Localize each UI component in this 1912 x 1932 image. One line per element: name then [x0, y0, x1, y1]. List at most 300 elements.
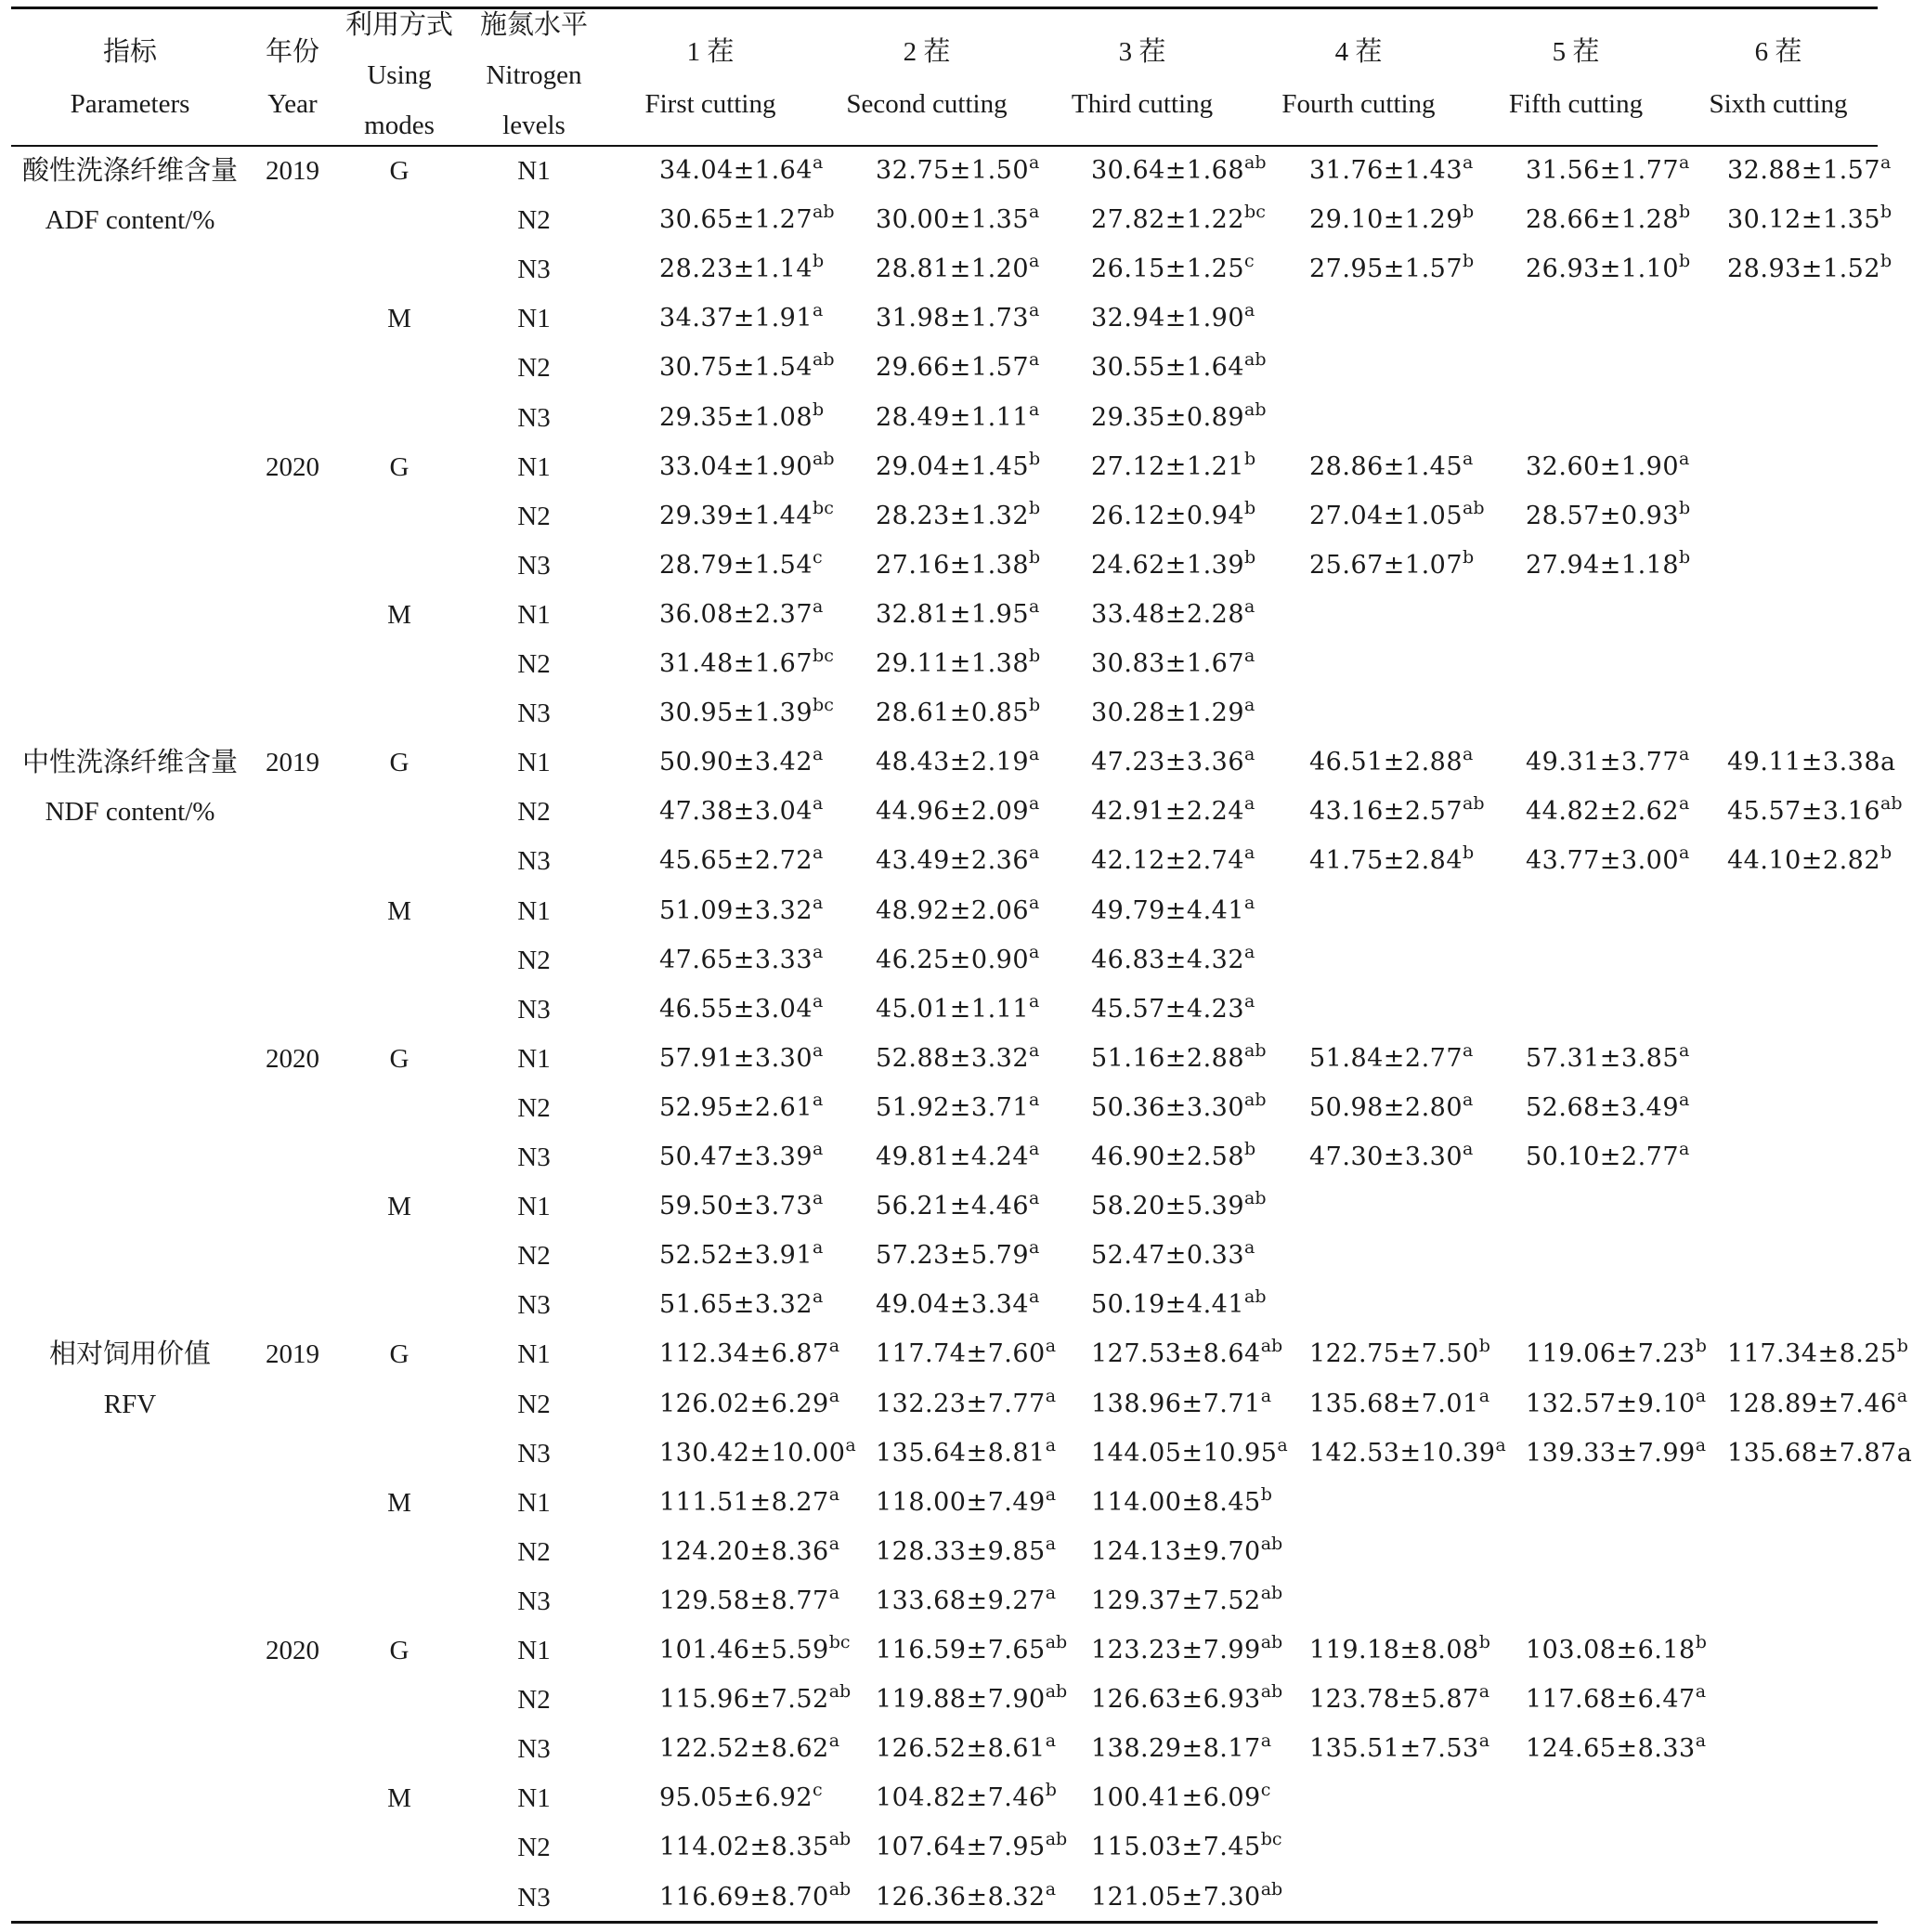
- value-cell: [876, 842, 1039, 880]
- value-cell: [1091, 991, 1255, 1028]
- mean-sd: 28.57±0.93: [1526, 501, 1680, 530]
- mean-sd: 27.94±1.18: [1526, 550, 1680, 580]
- value-cell: [1526, 1336, 1707, 1373]
- header-parameters: [5, 26, 255, 130]
- value-cell: [659, 942, 823, 979]
- nitrogen-level-cell: N1: [517, 1487, 551, 1518]
- significance-letter: a: [813, 990, 824, 1012]
- significance-letter: b: [1679, 497, 1691, 518]
- value-cell: [659, 1040, 823, 1077]
- significance-letter: a: [1244, 990, 1255, 1012]
- mean-sd: 50.19±4.41: [1091, 1290, 1245, 1320]
- mean-sd: 42.12±2.74: [1091, 846, 1245, 876]
- nitrogen-level-cell: N1: [517, 1192, 551, 1222]
- mean-sd: 51.92±3.71: [876, 1092, 1030, 1122]
- mean-sd: 43.16±2.57: [1309, 797, 1463, 827]
- significance-letter: b: [1029, 646, 1041, 666]
- significance-letter: ab: [1463, 497, 1485, 518]
- value-cell: [1091, 596, 1255, 633]
- mean-sd: 57.23±5.79: [876, 1241, 1030, 1271]
- header-cut2: [815, 26, 1038, 130]
- significance-letter: bc: [1244, 202, 1266, 223]
- significance-letter: a: [1260, 1730, 1272, 1752]
- using-mode-cell: G: [389, 1636, 410, 1665]
- significance-letter: a: [1478, 1730, 1490, 1752]
- value-cell: [1091, 893, 1255, 930]
- mean-sd: 27.16±1.38: [876, 550, 1030, 580]
- table-top-rule: [11, 7, 1878, 9]
- header-line: levels: [502, 111, 566, 140]
- significance-letter: b: [1478, 1632, 1490, 1652]
- mean-sd: 43.49±2.36: [876, 846, 1030, 876]
- value-cell: [876, 1040, 1039, 1077]
- significance-letter: a: [1679, 842, 1690, 864]
- significance-letter: a: [1244, 793, 1255, 815]
- mean-sd: 123.78±5.87: [1309, 1685, 1479, 1715]
- significance-letter: b: [1896, 1336, 1908, 1357]
- significance-letter: a: [828, 1730, 840, 1752]
- nitrogen-level-cell: N3: [517, 1882, 551, 1912]
- significance-letter: ab: [1045, 1681, 1068, 1703]
- nitrogen-level-cell: N2: [517, 945, 551, 975]
- value-cell: [1091, 349, 1267, 386]
- value-cell: [876, 399, 1039, 437]
- value-cell: [1526, 1090, 1689, 1127]
- mean-sd: 49.31±3.77: [1526, 748, 1680, 777]
- mean-sd: 104.82±7.46: [876, 1783, 1046, 1813]
- using-mode-cell: M: [387, 1783, 411, 1814]
- mean-sd: 28.23±1.14: [659, 255, 813, 284]
- mean-sd: 124.20±8.36: [659, 1536, 829, 1566]
- nitrogen-level-cell: N3: [517, 402, 551, 433]
- significance-letter: ab: [1244, 398, 1267, 420]
- value-cell: [1091, 1188, 1267, 1225]
- significance-letter: bc: [828, 1632, 851, 1652]
- mean-sd: 42.91±2.24: [1091, 797, 1245, 827]
- value-cell: [659, 646, 834, 683]
- value-cell: [659, 1139, 823, 1176]
- significance-letter: ab: [1260, 1681, 1283, 1703]
- using-mode-cell: G: [389, 1043, 410, 1074]
- value-cell: [659, 991, 823, 1028]
- nitrogen-level-cell: N1: [517, 1783, 551, 1814]
- value-cell: [876, 300, 1039, 337]
- significance-letter: a: [1695, 1681, 1707, 1703]
- mean-sd: 49.11±3.38a: [1727, 748, 1896, 777]
- nitrogen-level-cell: N1: [517, 1043, 551, 1074]
- mean-sd: 28.23±1.32: [876, 501, 1030, 530]
- value-cell: [1526, 449, 1689, 486]
- mean-sd: 34.37±1.91: [659, 304, 813, 333]
- value-cell: [1091, 251, 1255, 288]
- mean-sd: 127.53±8.64: [1091, 1339, 1261, 1369]
- value-cell: [1309, 1435, 1506, 1472]
- significance-letter: a: [1029, 1188, 1040, 1209]
- mean-sd: 26.12±0.94: [1091, 501, 1245, 530]
- significance-letter: a: [1029, 1286, 1040, 1308]
- parameter-label: ADF content/%: [45, 205, 215, 236]
- significance-letter: a: [1045, 1533, 1057, 1554]
- nitrogen-level-cell: N3: [517, 1586, 551, 1616]
- significance-letter: a: [1244, 646, 1255, 666]
- value-cell: [659, 1780, 823, 1817]
- value-cell: [876, 547, 1040, 584]
- nitrogen-level-cell: N1: [517, 451, 551, 482]
- nitrogen-level-cell: N1: [517, 304, 551, 334]
- value-cell: [659, 202, 835, 239]
- value-cell: [1091, 152, 1267, 189]
- mean-sd: 130.42±10.00: [659, 1438, 846, 1468]
- significance-letter: a: [1244, 842, 1255, 864]
- significance-letter: a: [813, 793, 824, 815]
- significance-letter: a: [1029, 793, 1040, 815]
- value-cell: [1727, 1336, 1908, 1373]
- header-line: 利用方式: [345, 10, 453, 40]
- significance-letter: a: [1029, 251, 1040, 272]
- significance-letter: b: [1029, 448, 1041, 469]
- header-line: Fourth cutting: [1281, 89, 1436, 119]
- mean-sd: 43.77±3.00: [1526, 846, 1680, 876]
- significance-letter: b: [1478, 1336, 1490, 1357]
- mean-sd: 52.88±3.32: [876, 1043, 1030, 1073]
- mean-sd: 114.02±8.35: [659, 1833, 829, 1862]
- nitrogen-level-cell: N2: [517, 797, 551, 828]
- value-cell: [659, 744, 823, 781]
- value-cell: [876, 1139, 1039, 1176]
- mean-sd: 30.95±1.39: [659, 698, 813, 728]
- significance-letter: a: [1495, 1434, 1506, 1456]
- year-cell: 2020: [266, 1043, 319, 1074]
- significance-letter: a: [813, 1139, 824, 1159]
- value-cell: [659, 1534, 839, 1571]
- significance-letter: a: [1029, 1237, 1040, 1259]
- value-cell: [659, 793, 823, 830]
- significance-letter: a: [1029, 1139, 1040, 1159]
- value-cell: [659, 399, 824, 437]
- value-cell: [1526, 1730, 1706, 1768]
- mean-sd: 32.81±1.95: [876, 599, 1030, 629]
- significance-letter: a: [813, 300, 824, 321]
- mean-sd: 28.81±1.20: [876, 255, 1030, 284]
- value-cell: [876, 1632, 1067, 1669]
- significance-letter: a: [813, 152, 824, 173]
- significance-letter: a: [1029, 349, 1040, 371]
- header-cut6: [1676, 26, 1880, 130]
- mean-sd: 56.21±4.46: [876, 1192, 1030, 1221]
- significance-letter: b: [1244, 448, 1256, 469]
- mean-sd: 27.82±1.22: [1091, 205, 1245, 235]
- value-cell: [1091, 1286, 1267, 1324]
- value-cell: [659, 695, 834, 732]
- significance-letter: a: [1896, 1385, 1908, 1406]
- mean-sd: 30.83±1.67: [1091, 649, 1245, 678]
- mean-sd: 129.58±8.77: [659, 1586, 829, 1615]
- value-cell: [876, 349, 1039, 386]
- significance-letter: a: [1029, 152, 1040, 173]
- value-cell: [1309, 793, 1485, 830]
- mean-sd: 46.51±2.88: [1309, 748, 1463, 777]
- value-cell: [876, 1534, 1056, 1571]
- mean-sd: 52.52±3.91: [659, 1241, 813, 1271]
- mean-sd: 30.55±1.64: [1091, 353, 1245, 383]
- value-cell: [1091, 695, 1255, 732]
- value-cell: [1526, 1681, 1706, 1718]
- nitrogen-level-cell: N2: [517, 205, 551, 236]
- mean-sd: 32.60±1.90: [1526, 451, 1680, 481]
- mean-sd: 45.01±1.11: [876, 994, 1030, 1024]
- using-mode-cell: G: [389, 1339, 410, 1370]
- mean-sd: 52.68±3.49: [1526, 1092, 1680, 1122]
- significance-letter: a: [1029, 202, 1040, 223]
- significance-letter: ab: [1260, 1336, 1283, 1357]
- mean-sd: 126.36±8.32: [876, 1882, 1046, 1912]
- mean-sd: 116.69±8.70: [659, 1882, 829, 1912]
- mean-sd: 30.75±1.54: [659, 353, 813, 383]
- significance-letter: a: [828, 1336, 840, 1357]
- significance-letter: bc: [813, 497, 834, 518]
- value-cell: [876, 893, 1039, 930]
- value-cell: [876, 1829, 1067, 1866]
- significance-letter: a: [813, 941, 824, 962]
- significance-letter: ab: [813, 349, 835, 371]
- mean-sd: 24.62±1.39: [1091, 550, 1245, 580]
- value-cell: [1091, 449, 1255, 486]
- value-cell: [1309, 1632, 1490, 1669]
- nitrogen-level-cell: N1: [517, 156, 551, 186]
- header-cut1: [608, 26, 813, 130]
- significance-letter: ab: [813, 202, 835, 223]
- mean-sd: 101.46±5.59: [659, 1636, 829, 1664]
- header-line: 2 茬: [903, 37, 951, 67]
- header-cut3: [1040, 26, 1244, 130]
- mean-sd: 135.68±7.01: [1309, 1389, 1479, 1418]
- value-cell: [1526, 547, 1690, 584]
- significance-letter: b: [813, 251, 825, 272]
- header-line: Fifth cutting: [1508, 89, 1644, 119]
- mean-sd: 107.64±7.95: [876, 1833, 1046, 1862]
- significance-letter: a: [1029, 990, 1040, 1012]
- mean-sd: 48.92±2.06: [876, 895, 1030, 925]
- mean-sd: 114.00±8.45: [1091, 1487, 1261, 1517]
- significance-letter: a: [1029, 744, 1040, 765]
- significance-letter: b: [1029, 695, 1041, 716]
- value-cell: [1091, 1040, 1267, 1077]
- value-cell: [1309, 1090, 1473, 1127]
- significance-letter: b: [1045, 1780, 1057, 1801]
- significance-letter: ab: [1045, 1829, 1068, 1850]
- significance-letter: bc: [813, 695, 834, 716]
- significance-letter: ab: [1244, 1286, 1267, 1308]
- value-cell: [876, 449, 1040, 486]
- mean-sd: 29.39±1.44: [659, 501, 813, 530]
- mean-sd: 32.94±1.90: [1091, 304, 1245, 333]
- nitrogen-level-cell: N3: [517, 1438, 551, 1469]
- significance-letter: b: [1029, 546, 1041, 568]
- value-cell: [876, 1879, 1056, 1916]
- value-cell: [659, 596, 823, 633]
- nitrogen-level-cell: N2: [517, 649, 551, 679]
- mean-sd: 47.23±3.36: [1091, 748, 1245, 777]
- significance-letter: b: [1679, 251, 1691, 272]
- significance-letter: a: [1244, 695, 1255, 716]
- significance-letter: bc: [1260, 1829, 1282, 1850]
- significance-letter: a: [1277, 1434, 1288, 1456]
- header-line: Nitrogen: [486, 60, 582, 90]
- using-mode-cell: M: [387, 1487, 411, 1518]
- significance-letter: ab: [828, 1681, 852, 1703]
- header-line: First cutting: [644, 89, 776, 119]
- nitrogen-level-cell: N1: [517, 748, 551, 778]
- mean-sd: 50.36±3.30: [1091, 1092, 1245, 1122]
- mean-sd: 45.65±2.72: [659, 846, 813, 876]
- mean-sd: 115.03±7.45: [1091, 1833, 1261, 1862]
- value-cell: [659, 1632, 851, 1669]
- mean-sd: 48.43±2.19: [876, 748, 1030, 777]
- significance-letter: a: [1029, 941, 1040, 962]
- mean-sd: 27.12±1.21: [1091, 451, 1245, 481]
- significance-letter: ab: [1244, 349, 1267, 371]
- header-nitrogen-levels: [474, 0, 594, 150]
- header-line: 5 茬: [1552, 37, 1600, 67]
- header-line: 4 茬: [1334, 37, 1383, 67]
- mean-sd: 57.31±3.85: [1526, 1043, 1680, 1073]
- value-cell: [1091, 300, 1255, 337]
- mean-sd: 119.18±8.08: [1309, 1636, 1479, 1664]
- nitrogen-level-cell: N3: [517, 1734, 551, 1765]
- value-cell: [1091, 1632, 1282, 1669]
- mean-sd: 33.48±2.28: [1091, 599, 1245, 629]
- value-cell: [1309, 498, 1485, 535]
- nitrogen-level-cell: N3: [517, 255, 551, 285]
- value-cell: [876, 1435, 1056, 1472]
- mean-sd: 121.05±7.30: [1091, 1882, 1261, 1912]
- significance-letter: ab: [1244, 1089, 1267, 1110]
- value-cell: [1091, 1090, 1267, 1127]
- value-cell: [659, 152, 823, 189]
- mean-sd: 30.12±1.35: [1727, 205, 1881, 235]
- significance-letter: a: [1029, 300, 1040, 321]
- mean-sd: 51.84±2.77: [1309, 1043, 1463, 1073]
- significance-letter: a: [845, 1434, 856, 1456]
- significance-letter: a: [1695, 1434, 1707, 1456]
- mean-sd: 33.04±1.90: [659, 451, 813, 481]
- significance-letter: a: [1045, 1434, 1057, 1456]
- mean-sd: 49.04±3.34: [876, 1290, 1030, 1320]
- value-cell: [876, 646, 1040, 683]
- value-cell: [1091, 1237, 1255, 1274]
- significance-letter: a: [1695, 1730, 1707, 1752]
- mean-sd: 28.79±1.54: [659, 550, 813, 580]
- header-cut5: [1474, 26, 1678, 130]
- mean-sd: 129.37±7.52: [1091, 1586, 1261, 1615]
- significance-letter: ab: [1260, 1533, 1283, 1554]
- nitrogen-level-cell: N1: [517, 895, 551, 926]
- value-cell: [1727, 842, 1892, 880]
- mean-sd: 26.93±1.10: [1526, 255, 1680, 284]
- significance-letter: c: [813, 546, 823, 568]
- significance-letter: b: [1679, 202, 1691, 223]
- mean-sd: 44.10±2.82: [1727, 846, 1881, 876]
- mean-sd: 30.65±1.27: [659, 205, 813, 235]
- value-cell: [1526, 251, 1690, 288]
- significance-letter: ab: [828, 1829, 852, 1850]
- value-cell: [1526, 1632, 1707, 1669]
- value-cell: [876, 793, 1039, 830]
- value-cell: [876, 1336, 1056, 1373]
- value-cell: [659, 893, 823, 930]
- header-line: 6 茬: [1754, 37, 1802, 67]
- value-cell: [659, 1090, 823, 1127]
- value-cell: [876, 1090, 1039, 1127]
- value-cell: [1309, 449, 1473, 486]
- mean-sd: 144.05±10.95: [1091, 1438, 1278, 1468]
- value-cell: [876, 1386, 1056, 1423]
- value-cell: [876, 1237, 1039, 1274]
- significance-letter: b: [1695, 1632, 1707, 1652]
- significance-letter: a: [813, 1089, 824, 1110]
- significance-letter: b: [1463, 546, 1475, 568]
- mean-sd: 117.68±6.47: [1526, 1685, 1696, 1715]
- value-cell: [659, 300, 823, 337]
- value-cell: [876, 744, 1039, 781]
- significance-letter: a: [1679, 1139, 1690, 1159]
- value-cell: [876, 942, 1039, 979]
- significance-letter: a: [813, 1039, 824, 1061]
- mean-sd: 119.88±7.90: [876, 1685, 1046, 1715]
- significance-letter: a: [1463, 1039, 1474, 1061]
- value-cell: [1727, 202, 1892, 239]
- value-cell: [876, 695, 1040, 732]
- significance-letter: ab: [1244, 152, 1267, 173]
- value-cell: [1309, 251, 1474, 288]
- significance-letter: a: [1029, 398, 1040, 420]
- significance-letter: b: [1244, 546, 1256, 568]
- nitrogen-level-cell: N1: [517, 1339, 551, 1370]
- value-cell: [1091, 1435, 1288, 1472]
- mean-sd: 51.09±3.32: [659, 895, 813, 925]
- mean-sd: 50.10±2.77: [1526, 1142, 1680, 1171]
- mean-sd: 28.66±1.28: [1526, 205, 1680, 235]
- value-cell: [1526, 152, 1689, 189]
- value-cell: [1727, 793, 1903, 830]
- significance-letter: b: [1695, 1336, 1707, 1357]
- significance-letter: a: [1244, 744, 1255, 765]
- mean-sd: 132.57±9.10: [1526, 1389, 1696, 1418]
- header-cut4: [1247, 26, 1470, 130]
- mean-sd: 128.89±7.46: [1727, 1389, 1897, 1418]
- significance-letter: a: [813, 1286, 824, 1308]
- mean-sd: 29.11±1.38: [876, 649, 1030, 678]
- mean-sd: 138.29±8.17: [1091, 1734, 1261, 1764]
- significance-letter: ab: [813, 448, 835, 469]
- header-year: [251, 26, 334, 130]
- value-cell: [659, 842, 823, 880]
- significance-letter: a: [1045, 1878, 1057, 1899]
- value-cell: [1526, 202, 1690, 239]
- value-cell: [1526, 1139, 1689, 1176]
- parameter-label: NDF content/%: [45, 797, 215, 828]
- significance-letter: a: [1045, 1582, 1057, 1603]
- significance-letter: ab: [1045, 1632, 1068, 1652]
- mean-sd: 30.64±1.68: [1091, 156, 1245, 185]
- mean-sd: 116.59±7.65: [876, 1636, 1046, 1664]
- year-cell: 2019: [266, 748, 319, 778]
- nitrogen-level-cell: N2: [517, 1389, 551, 1419]
- mean-sd: 47.30±3.30: [1309, 1142, 1463, 1171]
- mean-sd: 52.95±2.61: [659, 1092, 813, 1122]
- significance-letter: a: [1463, 1089, 1474, 1110]
- value-cell: [876, 596, 1039, 633]
